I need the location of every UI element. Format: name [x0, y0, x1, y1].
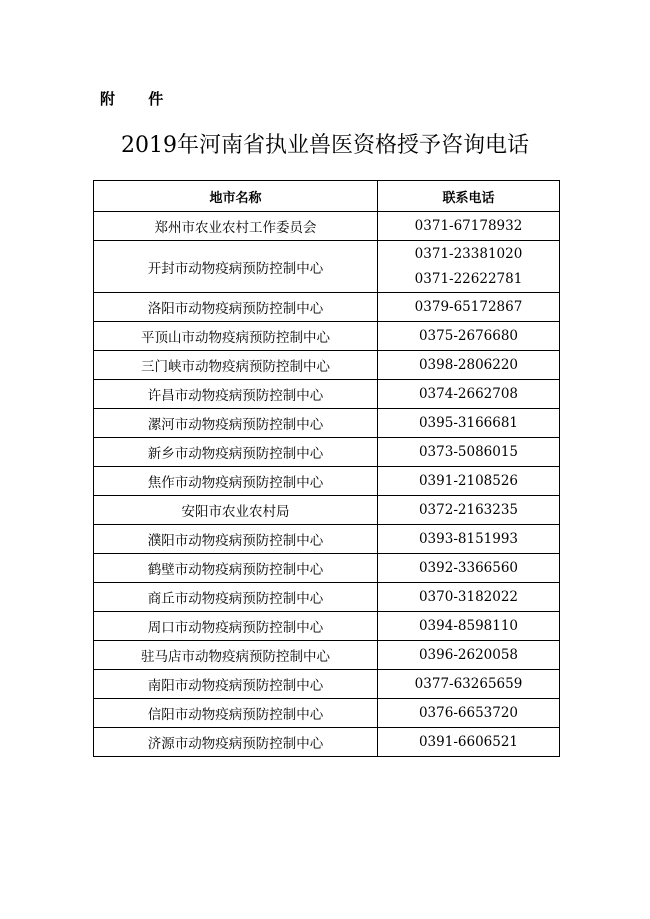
city-organization-name: 鹤壁市动物疫病预防控制中心 — [94, 554, 378, 583]
table-row — [94, 583, 560, 612]
contact-table — [93, 180, 560, 757]
city-organization-name: 郑州市农业农村工作委员会 — [94, 212, 378, 241]
phone-number: 0374-2662708 — [418, 385, 519, 402]
table-row — [94, 467, 560, 496]
phone-number: 0391-2108526 — [418, 472, 519, 489]
city-organization-name: 焦作市动物疫病预防控制中心 — [94, 467, 378, 496]
table-row — [94, 670, 560, 699]
phone-number: 0396-2620058 — [418, 646, 519, 663]
page-title: 2019年河南省执业兽医资格授予咨询电话 — [121, 133, 529, 158]
phone-number: 0392-3366560 — [418, 559, 519, 576]
contact-phone-cell — [378, 670, 560, 699]
contact-phone-cell — [378, 212, 560, 241]
table-row — [94, 241, 560, 293]
table-row — [94, 438, 560, 467]
contact-phone-cell — [378, 612, 560, 641]
phone-number: 0376-6653720 — [418, 704, 519, 721]
contact-phone-cell — [378, 241, 560, 293]
city-organization-name: 平顶山市动物疫病预防控制中心 — [94, 322, 378, 351]
city-organization-name: 新乡市动物疫病预防控制中心 — [94, 438, 378, 467]
contact-phone-cell — [378, 409, 560, 438]
phone-number: 0371-23381020 — [414, 245, 523, 262]
table-row — [94, 409, 560, 438]
phone-number: 0371-22622781 — [414, 270, 523, 287]
table-header-row — [94, 181, 560, 212]
table-row — [94, 380, 560, 409]
table-row — [94, 322, 560, 351]
table-row — [94, 293, 560, 322]
table-row — [94, 525, 560, 554]
contact-phone-cell — [378, 554, 560, 583]
phone-number: 0371-67178932 — [414, 217, 523, 234]
city-organization-name: 漯河市动物疫病预防控制中心 — [94, 409, 378, 438]
table-row — [94, 496, 560, 525]
phone-number: 0393-8151993 — [418, 530, 519, 547]
city-organization-name: 商丘市动物疫病预防控制中心 — [94, 583, 378, 612]
city-organization-name: 济源市动物疫病预防控制中心 — [94, 728, 378, 757]
phone-number: 0372-2163235 — [418, 501, 519, 518]
city-organization-name: 许昌市动物疫病预防控制中心 — [94, 380, 378, 409]
phone-number: 0375-2676680 — [418, 327, 519, 344]
city-organization-name: 三门峡市动物疫病预防控制中心 — [94, 351, 378, 380]
contact-phone-cell — [378, 438, 560, 467]
phone-number: 0391-6606521 — [418, 733, 519, 750]
contact-phone-cell — [378, 699, 560, 728]
table-row — [94, 699, 560, 728]
table-row — [94, 641, 560, 670]
contact-phone-cell — [378, 293, 560, 322]
contact-phone-cell — [378, 583, 560, 612]
attachment-label: 附 件 — [100, 90, 178, 108]
column-header-phone: 联系电话 — [378, 181, 560, 212]
city-organization-name: 驻马店市动物疫病预防控制中心 — [94, 641, 378, 670]
table-row — [94, 351, 560, 380]
city-organization-name: 安阳市农业农村局 — [94, 496, 378, 525]
contact-phone-cell — [378, 322, 560, 351]
city-organization-name: 信阳市动物疫病预防控制中心 — [94, 699, 378, 728]
phone-number: 0398-2806220 — [418, 356, 519, 373]
table-row — [94, 554, 560, 583]
phone-number: 0377-63265659 — [414, 675, 523, 692]
contact-phone-cell — [378, 525, 560, 554]
contact-phone-cell — [378, 467, 560, 496]
contact-phone-cell — [378, 641, 560, 670]
city-organization-name: 开封市动物疫病预防控制中心 — [94, 241, 378, 293]
city-organization-name: 濮阳市动物疫病预防控制中心 — [94, 525, 378, 554]
phone-number: 0394-8598110 — [418, 617, 519, 634]
contact-phone-cell — [378, 496, 560, 525]
table-row — [94, 612, 560, 641]
column-header-city: 地市名称 — [94, 181, 378, 212]
table-row — [94, 212, 560, 241]
city-organization-name: 周口市动物疫病预防控制中心 — [94, 612, 378, 641]
phone-number: 0370-3182022 — [418, 588, 519, 605]
contact-phone-cell — [378, 351, 560, 380]
city-organization-name: 南阳市动物疫病预防控制中心 — [94, 670, 378, 699]
contact-phone-cell — [378, 728, 560, 757]
phone-number: 0395-3166681 — [418, 414, 519, 431]
city-organization-name: 洛阳市动物疫病预防控制中心 — [94, 293, 378, 322]
contact-phone-cell — [378, 380, 560, 409]
table-row — [94, 728, 560, 757]
phone-number: 0373-5086015 — [418, 443, 519, 460]
phone-number: 0379-65172867 — [414, 298, 523, 315]
